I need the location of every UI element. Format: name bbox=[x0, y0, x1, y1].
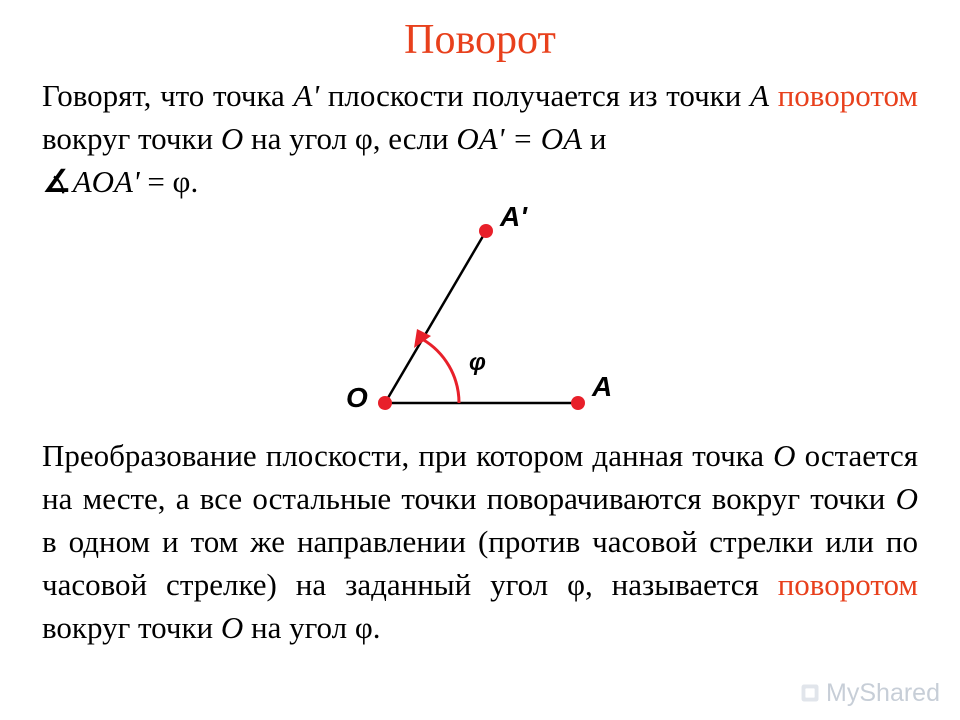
point-o-ref: O bbox=[773, 438, 796, 473]
text-span: Преобразование плоскости, при котором данная точка bbox=[42, 438, 774, 473]
text-span: в одном и том же направлении (против часовой стрелки или по часовой стрелке) на заданный угол φ, называется bbox=[42, 524, 918, 602]
term-rotation: поворотом bbox=[777, 78, 918, 113]
text-span: Говорят, что точка bbox=[42, 78, 294, 113]
label-a-prime: A' bbox=[500, 201, 527, 232]
point-o bbox=[378, 396, 392, 410]
watermark-text: MyShared bbox=[826, 678, 940, 707]
term-rotation: поворотом bbox=[777, 567, 918, 602]
rotation-figure bbox=[320, 196, 640, 426]
text-span: на угол φ. bbox=[243, 610, 381, 645]
point-a-ref: A bbox=[750, 78, 769, 113]
point-o-ref: O bbox=[895, 481, 918, 516]
text-span: на угол φ, если bbox=[243, 121, 457, 156]
text-span: вокруг точки bbox=[42, 121, 221, 156]
angle-formula: AOA' bbox=[72, 164, 140, 199]
watermark-logo-icon bbox=[800, 680, 820, 706]
label-o: O bbox=[346, 382, 368, 413]
text-span: = φ. bbox=[139, 164, 199, 199]
transformation-paragraph bbox=[42, 434, 918, 694]
text-span: вокруг точки bbox=[42, 610, 221, 645]
watermark bbox=[800, 676, 940, 710]
rotation-arc bbox=[422, 339, 459, 403]
slide-title: Поворот bbox=[404, 17, 556, 63]
segment-oa-prime bbox=[385, 231, 486, 403]
point-o-ref: O bbox=[220, 121, 244, 156]
label-phi: φ bbox=[469, 349, 486, 376]
equality-formula: OA' = OA bbox=[456, 121, 583, 156]
text-span: плоскости получается из точки bbox=[319, 78, 751, 113]
point-a-prime-ref: A' bbox=[293, 78, 320, 113]
definition-paragraph bbox=[42, 74, 918, 214]
point-o-ref: O bbox=[220, 610, 244, 645]
point-a-prime bbox=[479, 224, 493, 238]
label-a: A bbox=[592, 371, 613, 402]
arc-arrowhead-icon bbox=[414, 329, 431, 348]
text-span: и bbox=[582, 121, 607, 156]
text-span: остается на месте, а все остальные точки поворачиваются вокруг точки bbox=[42, 438, 918, 516]
angle-icon: ∡ bbox=[42, 162, 71, 200]
point-a bbox=[571, 396, 585, 410]
